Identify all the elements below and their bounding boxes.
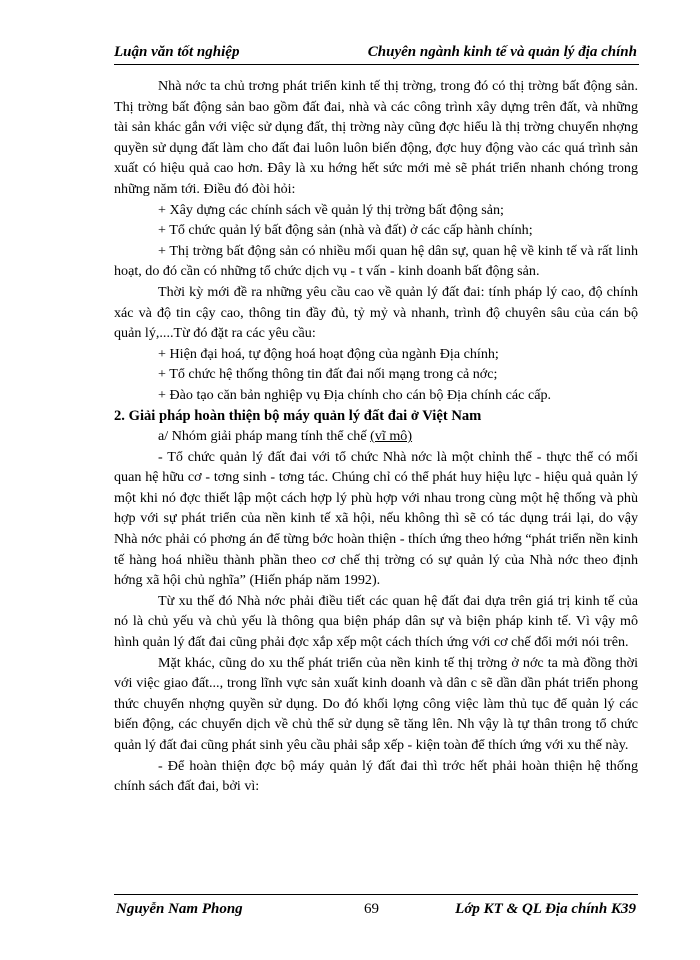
header-thesis-title: Luận văn tốt nghiệp <box>114 44 240 60</box>
page-number: 69 <box>364 901 379 917</box>
header-major: Chuyên ngành kinh tế và quản lý địa chính <box>367 44 637 60</box>
page-footer <box>114 894 638 921</box>
paragraph-policy-system: - Để hoàn thiện đợc bộ máy quản lý đất đai thì trớc hết phải hoàn thiện hệ thống chính sách đất đai, bởi vì: <box>114 757 638 795</box>
paragraph-other-side: Mặt khác, cũng do xu thế phát triển của nền kinh tế thị trờng ở nớc ta mà đồng thời với việc giao đất..., trong lĩnh vực sản xuất kinh doanh và dân c sẽ dần dần phát triển phong thức chuyển nhợng quyền sử dụng. Do đó khối lợng công việc làm thủ tục để quản lý các biến động, các chuyển dịch về chủ thể sử dụng sẽ tăng lên. Nh vậy là tự thân trong tổ chức quản lý đất đai cũng phát sinh yêu cầu phải sắp xếp - kiện toàn để thích ứng với xu thế này. <box>114 654 638 753</box>
paragraph-real-estate-market: Nhà nớc ta chủ trơng phát triển kinh tế thị trờng, trong đó có thị trờng bất động sản. Thị trờng bất động sản bao gồm đất đai, nhà và các công trình xây dựng trên đất, và những tài sản khác gắn với việc sử dụng đất, thị trờng này cũng đợc hiểu là thị trờng chuyển nhợng quyền sử dụng đất làm cho đất đai luôn luôn biến động, đợc huy động vào các quá trình sản xuất có hiệu quả cao hơn. Đây là xu hớng hết sức mới mẻ sẽ phát triển nhanh chóng trong những năm tới. Điều đó đòi hỏi: <box>114 78 638 197</box>
section-heading: 2. Giải pháp hoàn thiện bộ máy quản lý đất đai ở Việt Nam <box>114 407 482 424</box>
subheading-institutional <box>114 426 638 447</box>
footer-author: Nguyễn Nam Phong <box>116 901 243 917</box>
paragraph-organization: - Tổ chức quản lý đất đai với tổ chức Nhà nớc là một chỉnh thể - thực thể có mối quan hệ hữu cơ - tơng sinh - tơng tác. Chúng chỉ có thể phát huy hiệu lực - hiệu quả quản lý một khi nó đợc thiết lập một cách hợp lý phù hợp với nhau trong cùng một hệ thống và phù hợp với sự phát triển của nền kinh tế xã hội, nếu không thì sẽ có tác dụng trái lại, do vậy Nhà nớc phải có phơng án để từng bớc hoàn thiện - thích ứng theo hớng “phát triển nền kinh tế hàng hoá nhiều thành phần theo cơ chế thị trờng có sự quản lý của Nhà nớc theo định hớng xã hội chủ nghĩa” (Hiến pháp năm 1992). <box>114 448 638 589</box>
bullet-policy: + Xây dựng các chính sách về quản lý thị trờng bất động sản; <box>158 201 504 218</box>
footer-class: Lớp KT & QL Địa chính K39 <box>455 901 636 917</box>
bullet-services: + Thị trờng bất động sản có nhiều mối quan hệ dân sự, quan hệ về kinh tế và rất linh hoạt, do đó cần có những tổ chức dịch vụ - t vấn - kinh doanh bất động sản. <box>114 242 638 280</box>
page-header <box>114 40 639 65</box>
subheading-underlined: (vĩ mô) <box>370 428 413 445</box>
bullet-training: + Đào tạo căn bản nghiệp vụ Địa chính cho cán bộ Địa chính các cấp. <box>158 386 552 403</box>
paragraph-new-era: Thời kỳ mới đề ra những yêu cầu cao về quản lý đất đai: tính pháp lý cao, độ chính xác và độ tin cậy cao, thông tin đầy đủ, tỷ mỷ và nhanh, trình độ chuyên sâu của cán bộ quản lý,....Từ đó đặt ra các yêu cầu: <box>114 283 638 342</box>
bullet-modernize: + Hiện đại hoá, tự động hoá hoạt động của ngành Địa chính; <box>158 345 499 362</box>
document-body <box>114 76 638 797</box>
bullet-info-system: + Tổ chức hệ thống thông tin đất đai nối mạng trong cả nớc; <box>158 366 498 383</box>
subheading-text: a/ Nhóm giải pháp mang tính thể chế <box>158 428 367 445</box>
paragraph-trend: Từ xu thế đó Nhà nớc phải điều tiết các quan hệ đất đai dựa trên giá trị kinh tế của nó là chủ yếu và chủ yếu là thông qua biện pháp dân sự và biện pháp kinh tế. Vì vậy mô hình quản lý đất đai cũng phải đợc xắp xếp một cách thích ứng với cơ chế đổi mới nói trên. <box>114 592 638 651</box>
bullet-admin-levels: + Tổ chức quản lý bất động sản (nhà và đất) ở các cấp hành chính; <box>158 222 533 239</box>
